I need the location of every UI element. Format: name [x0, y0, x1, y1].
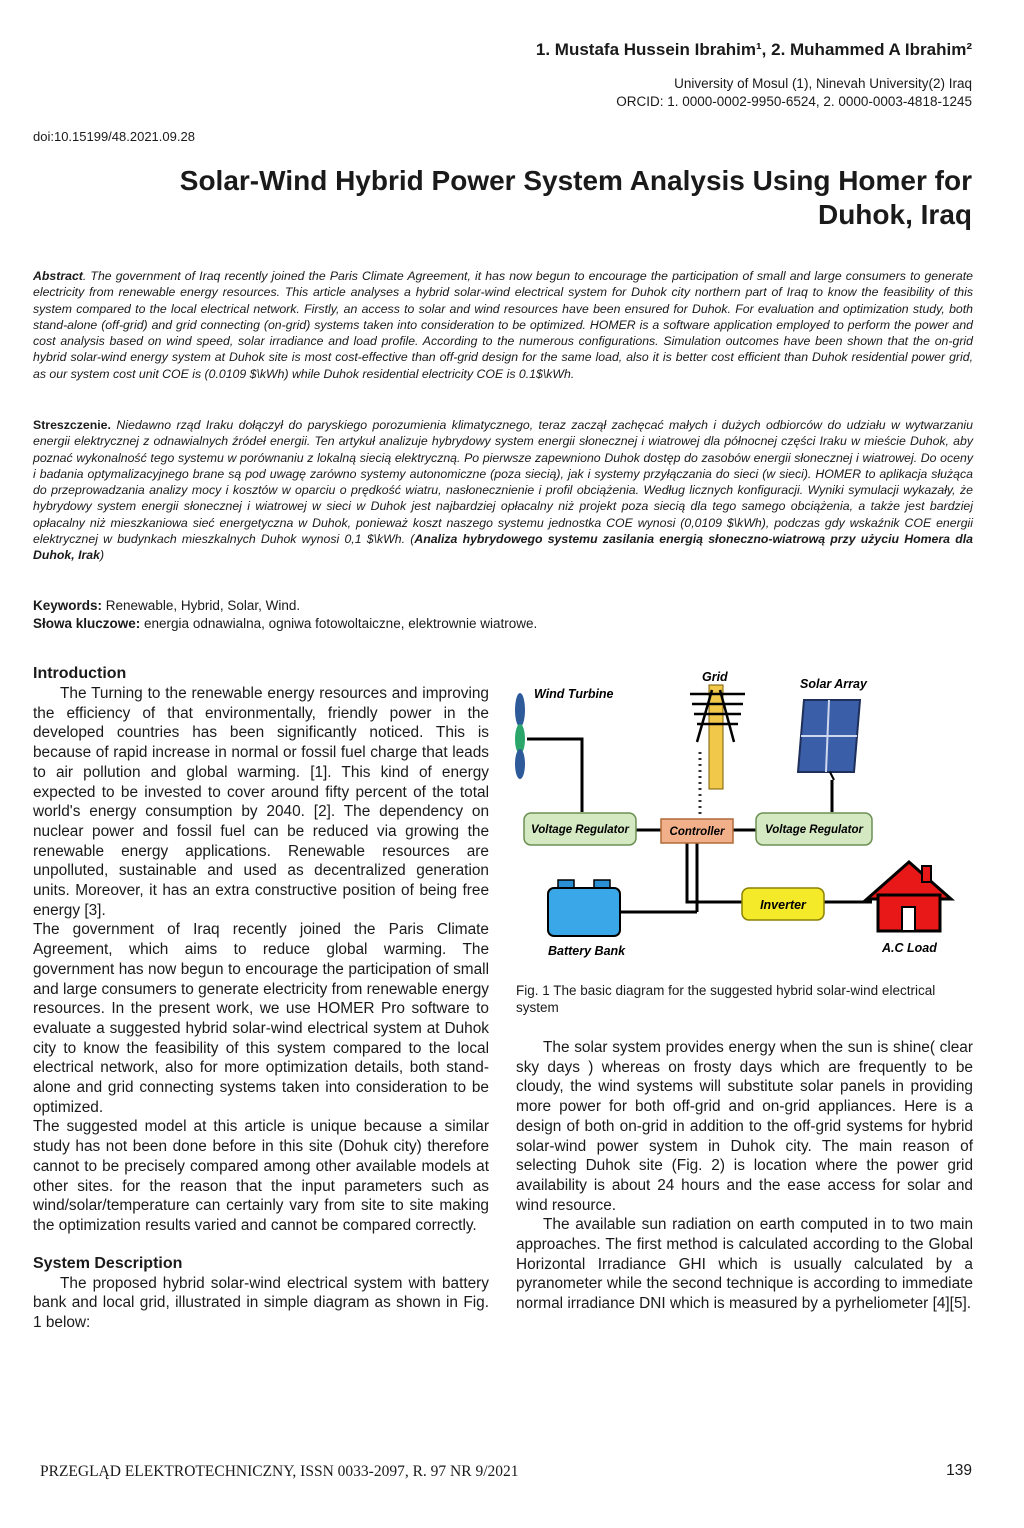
right-paragraph-1: The solar system provides energy when the sun is shine( clear sky days ) whereas on frosty days which are frequently to be cloudy, the wind systems will substitute solar panels in providing more power for both off-grid and on-grid appliances. Here is a design of both on-grid in addition to the off-grid systems for hybrid solar-wind power system in Duhok city. The main reason of selecting Duhok site (Fig. 2) is location where the power grid availability is about 24 hours and the ease access for solar and wind resource. [516, 1039, 973, 1214]
left-column [33, 664, 489, 1333]
keywords-en-text: Renewable, Hybrid, Solar, Wind. [102, 598, 301, 613]
voltage-regulator-left-label: Voltage Regulator [531, 824, 629, 836]
keywords-en-label: Keywords: [33, 598, 103, 613]
title-line-1: Solar-Wind Hybrid Power System Analysis Using Homer for [179, 165, 972, 196]
keywords-pl [33, 615, 973, 633]
controller-label: Controller [669, 826, 725, 838]
system-description-paragraph-1: The proposed hybrid solar-wind electrical system with battery bank and local grid, illustrated in simple diagram as shown in Fig. 1 below: [33, 1274, 489, 1332]
system-diagram [512, 662, 982, 972]
introduction-heading: Introduction [33, 665, 127, 682]
streszczenie-close: ) [99, 548, 105, 563]
abstract-text: . The government of Iraq recently joined the Paris Climate Agreement, it has now begun to encourage the participation of small and large consumers to generate electricity from renewable energy resources. This article analyses a hybrid solar-wind electrical system for Duhok city northern part of Iraq to know the feasibility of this system compared to the local electrical network. Firstly, an access to solar and wind resources have been ensured for Duhok. For evaluation and optimization study, both stand-alone (off-grid) and grid connecting (on-grid) systems taken into consideration to be optimized. HOMER is a software application employed to perform the power and cost analysis based on wind speed, solar irradiance and load profile. According to the numerous configurations. Simulation outcomes have been shown that the on-grid hybrid solar-wind energy system at Duhok site is most cost-effective than off-grid design for the same load, also it is better cost efficient than Duhok residential power grid, as our system cost unit COE is (0.0109 $\kWh) while Duhok residential electricity COE is 0.1$\kWh. [33, 269, 973, 381]
abstract [33, 268, 973, 382]
journal-footer: PRZEGLĄD ELEKTROTECHNICZNY, ISSN 0033-2097, R. 97 NR 9/2021 [40, 1463, 519, 1480]
authors: 1. Mustafa Hussein Ibrahim¹, 2. Muhammed A Ibrahim² [535, 40, 972, 59]
abstract-label: Abstract [33, 269, 83, 283]
ac-load-label: A.C Load [882, 941, 937, 955]
keywords-en [33, 597, 973, 615]
right-column [516, 1038, 973, 1314]
introduction-paragraph-2: The government of Iraq recently joined the Paris Climate Agreement, which aims to reduce global warming. The government has now begun to encourage the participation of small and large consumers to generate electricity from renewable energy resources. In the present work, we use HOMER Pro software to evaluate a suggested hybrid solar-wind electrical system at Duhok city to know the feasibility of this system compared to the local electrical network, also for more optimization details, both stand-alone and grid connecting systems taken into consideration to be optimized. [33, 921, 489, 1116]
house-icon [867, 862, 951, 931]
battery-bank-label: Battery Bank [548, 944, 626, 958]
right-paragraph-2: The available sun radiation on earth computed in to two main approaches. The first method is calculated according to the Global Horizontal Irradiance GHI which is usually calculated by a pyranometer while the second technique is according to immediate normal irradiance DNI which is measured by a pyrheliometer [4][5]. [516, 1216, 973, 1313]
solar-array-label: Solar Array [800, 677, 867, 691]
figure-caption: Fig. 1 The basic diagram for the suggested hybrid solar-wind electrical system [516, 983, 936, 1015]
title-line-2: Duhok, Iraq [817, 199, 972, 230]
keywords [33, 597, 973, 633]
system-description-heading: System Description [33, 1254, 183, 1272]
inverter-label: Inverter [760, 898, 806, 912]
grid-label: Grid [702, 670, 728, 684]
battery-icon [548, 880, 620, 936]
affiliation: University of Mosul (1), Ninevah University(2) Iraq [674, 76, 972, 91]
keywords-pl-text: energia odnawialna, ogniwa fotowoltaiczne, elektrownie wiatrowe. [140, 616, 538, 631]
orcid: ORCID: 1. 0000-0002-9950-6524, 2. 0000-0003-4818-1245 [616, 94, 972, 109]
introduction-paragraph-1: The Turning to the renewable energy resources and improving the efficiency of that environmentally, friendly power in the developed countries has been significantly noticed. This is because of rapid increase in normal or fossil fuel charge that leads to air pollution and global warming. [1]. This kind of energy expected to be invested to cover around fifty percent of the total world's energy consumption by 2040. [2]. The dependency on nuclear power and fossil fuel can be reduced via growing the renewable energy applications. Renewable resources are unpolluted, sustainable and used as decentralized generation units. Moreover, it has an extra constructive position of being free energy [3]. [33, 685, 489, 919]
affiliation-block [616, 75, 972, 111]
page-number: 139 [946, 1462, 972, 1479]
voltage-regulator-right-label: Voltage Regulator [765, 824, 863, 836]
wind-turbine-icon [515, 693, 525, 779]
solar-array-icon [798, 700, 860, 780]
doi: doi:10.15199/48.2021.09.28 [33, 129, 195, 144]
keywords-pl-label: Słowa kluczowe: [33, 616, 141, 631]
grid-pole-icon [690, 685, 745, 789]
paper-title [72, 164, 972, 232]
wind-turbine-label: Wind Turbine [534, 687, 614, 701]
streszczenie-title: Analiza hybrydowego systemu zasilania energią słoneczno-wiatrową przy użyciu Homera dla Duhok, Irak [33, 532, 973, 563]
streszczenie-text: Niedawno rząd Iraku dołączył do paryskiego porozumienia klimatycznego, teraz zaczął zachęcać małych i dużych odbiorców do udziału w wytwarzaniu energii elektrycznej z odnawialnych źródeł energii. Ten artykuł analizuje hybrydowy system energii słonecznej i wiatrowej dla północnej części Iraku w mieście Duhok, aby poznać wykonalność tego systemu w porównaniu z lokalną siecią elektryczną. Po pierwsze zapewniono Duhok dostęp do zasobów energii słonecznej i wiatrowej. Do oceny i badania optymalizacyjnego brane są pod uwagę zarówno systemy autonomiczne (poza siecią), jak i systemy przyłączania do sieci (w sieci). HOMER to aplikacja służąca do przeprowadzania analizy mocy i kosztów w oparciu o prędkość wiatru, nasłonecznienie i profil obciążenia. Według licznych konfiguracji. Wyniki symulacji wykazały, że hybrydowy system energii słonecznej i wiatrowej w sieci w Duhok jest najbardziej opłacalny niż projekt poza siecią dla tego samego obciążenia, a także jest bardziej opłacalny niż mieszkaniowa sieć energetyczna w Duhok, ponieważ koszt naszego systemu jednostka COE wynosi (0,0109 $\kWh), podczas gdy wskaźnik COE energii elektrycznej w budynkach mieszkalnych Duhok wynosi 0,1 $\kWh. ( [33, 418, 973, 547]
introduction-paragraph-3: The suggested model at this article is unique because a similar study has not been done before in this site (Dohuk city) therefore cannot to be precisely compared among other available models at other sites. for the reason that the input parameters such as wind/solar/temperature can certainly vary from site to site making the optimization results varied and cannot be compared correctly. [33, 1118, 489, 1234]
streszczenie [33, 417, 973, 564]
streszczenie-label: Streszczenie. [33, 418, 111, 432]
